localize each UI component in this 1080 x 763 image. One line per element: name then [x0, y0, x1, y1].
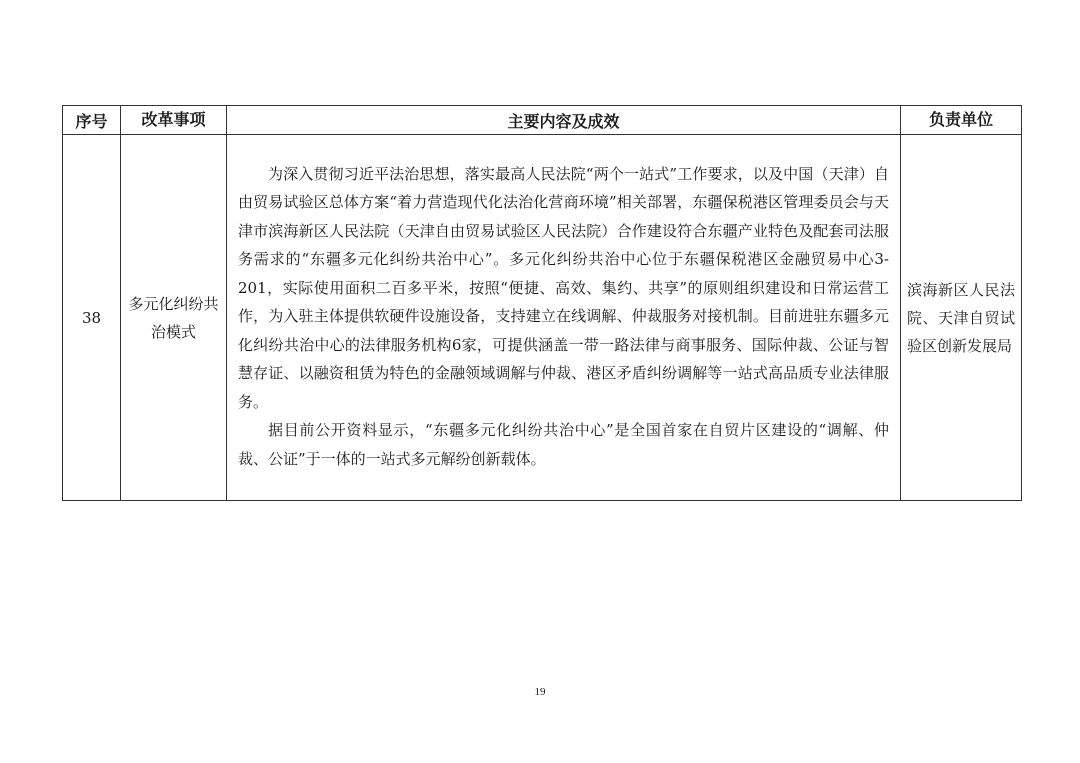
- row-reform-item: 多元化纠纷共治模式: [121, 135, 227, 501]
- content-paragraph-2: 据目前公开资料显示，“东疆多元化纠纷共治中心”是全国首家在自贸片区建设的“调解、仲裁、公证”于一体的一站式多元解纷创新载体。: [238, 421, 889, 468]
- content-paragraph-1: 为深入贯彻习近平法治思想，落实最高人民法院“两个一站式”工作要求，以及中国（天津）自由贸易试验区总体方案“着力营造现代化法治化营商环境”相关部署，东疆保税港区管理委员会与天津市滨海新区人民法院（天津自由贸易试验区人民法院）合作建设符合东疆产业特色及配套司法服务需求的“东疆多元化纠纷共治中心”。多元化纠纷共治中心位于东疆保税港区金融贸易中心3-201，实际使用面积二百多平米，按照“便捷、高效、集约、共享”的原则组织建设和日常运营工作，为入驻主体提供软硬件设施设备，支持建立在线调解、仲裁服务对接机制。目前进驻东疆多元化纠纷共治中心的法律服务机构6家，可提供涵盖一带一路法律与商事服务、国际仲裁、公证与智慧存证、以融资租赁为特色的金融领域调解与仲裁、港区矛盾纠纷调解等一站式高品质专业法律服务。: [238, 164, 889, 411]
- header-reform-item: 改革事项: [121, 106, 227, 135]
- row-seq: 38: [63, 135, 121, 501]
- table-header-row: [63, 106, 1022, 135]
- header-seq: 序号: [63, 106, 121, 135]
- row-responsible-unit: 滨海新区人民法院、天津自贸试验区创新发展局: [901, 135, 1022, 501]
- row-content: [227, 135, 901, 501]
- page-number: 19: [534, 686, 546, 698]
- table-row: [63, 135, 1022, 501]
- header-responsible-unit: 负责单位: [901, 106, 1022, 135]
- header-content: 主要内容及成效: [227, 106, 901, 135]
- reform-table: [62, 105, 1022, 501]
